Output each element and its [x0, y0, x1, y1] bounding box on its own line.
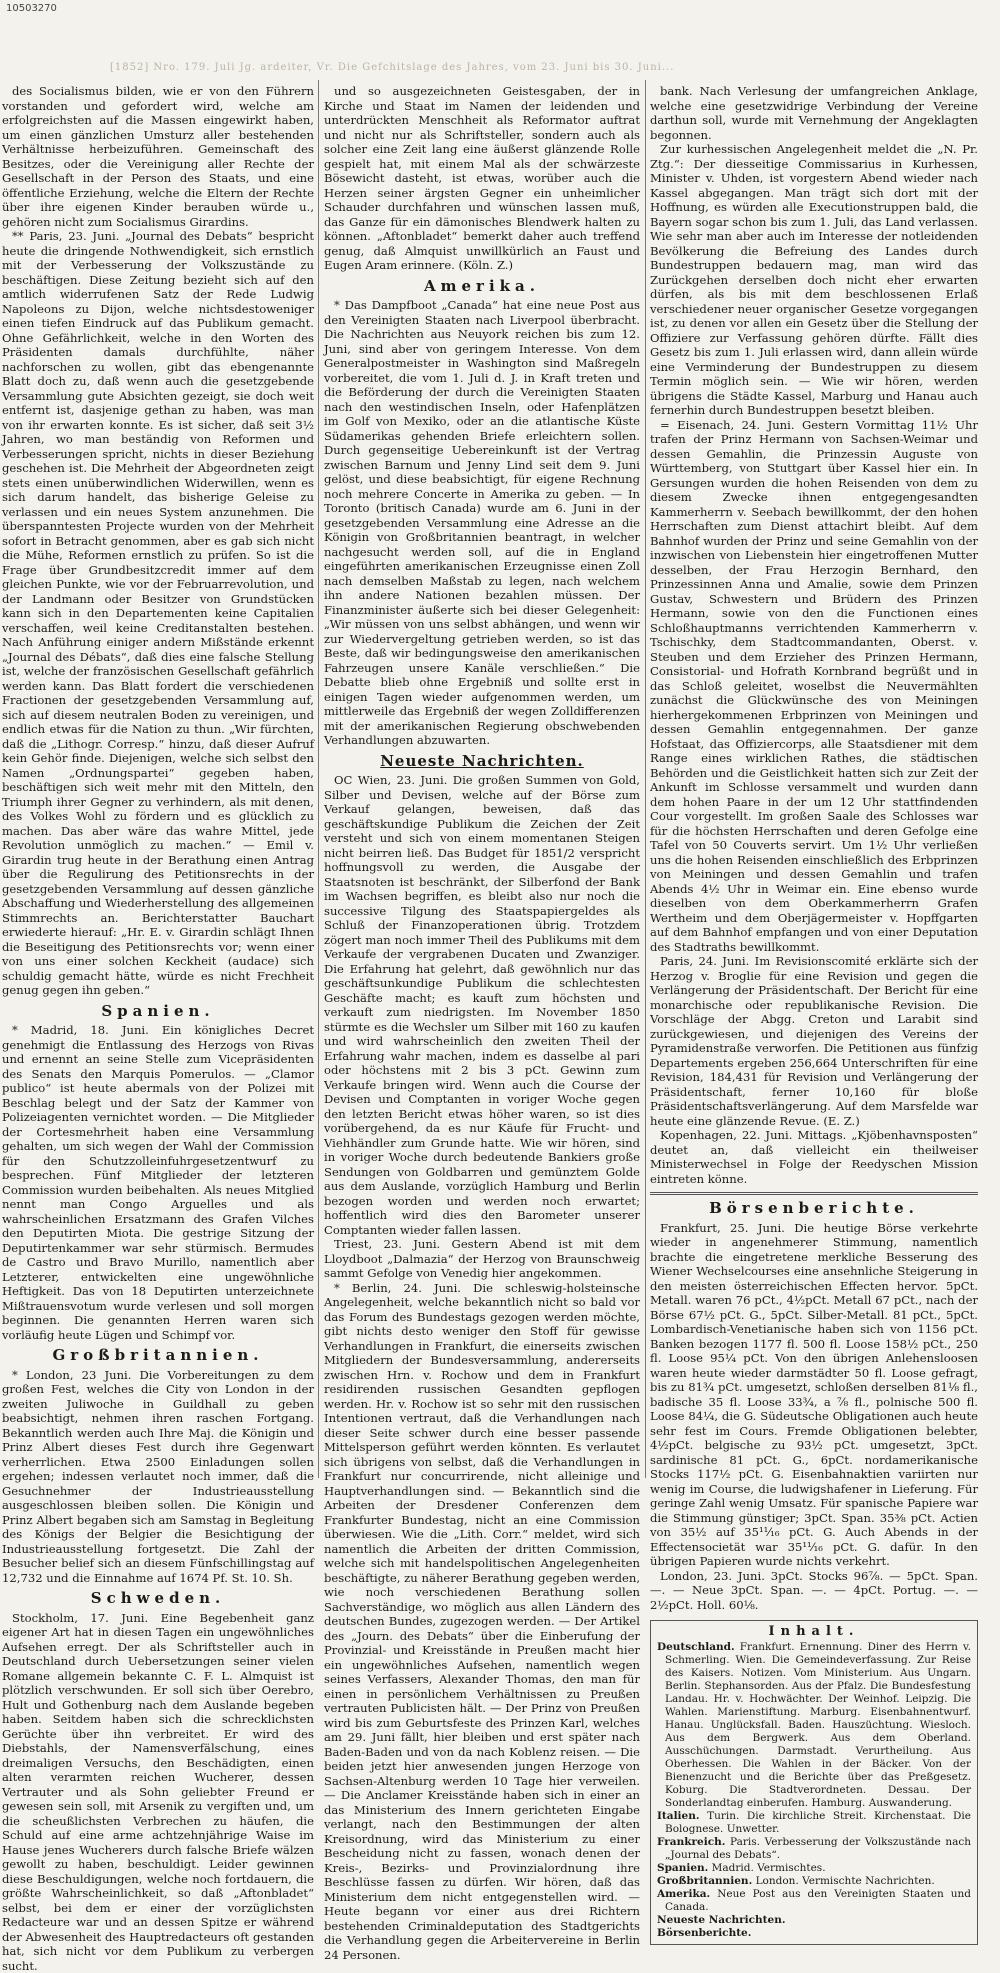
- contents-entry: [657, 1862, 971, 1875]
- column-rule: [645, 80, 646, 1478]
- section-heading: Neueste Nachrichten.: [324, 754, 640, 769]
- section-heading: Schweden.: [2, 1591, 314, 1606]
- article-paragraph: * Madrid, 18. Juni. Ein königliches Decret genehmigt die Entlassung des Herzogs von Rivas und ernennt an seine Stelle zum Vicepräsidenten des Senats den Marquis Pomerulos. — „Clamor publico“ ist heute abermals von der Polizei mit Beschlag belegt und der Satz der Kammer von Polizeiagenten vernichtet worden. — Die Mitglieder der Cortesmehrheit haben eine Versammlung gehalten, um sich wegen der Wahl der Commission für den Schutzzolleinfuhrgesetzentwurf zu besprechen. Fünf Mitglieder der letzteren Commission wurden beibehalten. Als neues Mitglied nennt man Congo Arguelles und als wahrscheinlichen Ersatzmann des Grafen Vilches den Deputirten Miota. Die gestrige Sitzung der Deputirtenkammer war sehr stürmisch. Bermudes de Castro und Bravo Murillo, namentlich aber Letzterer, entwickelten eine ungewöhnliche Heftigkeit. Das von 18 Deputirten unterzeichnete Mißtrauensvotum wurde verlesen und soll morgen beginnen. Die genannten Herren waren sich vorläufig heute Lügen und Schimpf vor.: [2, 1023, 314, 1342]
- contents-entry-label: Italien.: [657, 1810, 700, 1822]
- section-heading: Spanien.: [2, 1004, 314, 1019]
- column-rule: [318, 80, 319, 1478]
- contents-entry: [657, 1888, 971, 1914]
- article-paragraph: Frankfurt, 25. Juni. Die heutige Börse verkehrte wieder in angenehmerer Stimmung, namentlich brachte die eingetretene merkliche Besserung des Wiener Wechselcourses eine ansehnliche Steigerung in den meisten österreichischen Effecten hervor. 5pCt. Metall. waren 76 pCt., 4½pCt. Metall 67 pCt., nach der Börse 67½ pCt. G., 5pCt. Silber-Metall. 81 pCt., 5pCt. Lombardisch-Venetianische haben sich von 1156 pCt. Banken bezogen 1177 fl. 500 fl. Loose 158½ pCt., 250 fl. Loose 95¼ pCt. Von den übrigen Anlehensloosen waren heute wieder darmstädter 50 fl. Loose gefragt, bis zu 81¾ pCt. umgesetzt, schloßen derselben 81⅛ fl., badische 35 fl. Loose 33¾, a ⅞ fl., polnische 500 fl. Loose 84¼, die G. Südeutsche Obligationen auch heute sehr fest im Cours. Fremde Obligationen belebter, 4½pCt. belgische zu 93½ pCt. umgesetzt, 3pCt. sardinische 81 pCt. G., 6pCt. nordamerikanische Stocks 117½ pCt. G. Eisenbahnaktien variirten nur wenig im Course, die ludwigshafener in Lieferung. Für geringe Zahl wenig Umsatz. Für spanische Papiere war die Stimmung günstiger; 3pCt. Span. 35⅜ pCt. Actien von 35½ auf 35¹¹⁄₁₆ pCt. G. Auch Abends in der Effectensocietät war 35¹¹⁄₁₆ pCt. G. dafür. In den übrigen Papieren wurde nichts verkehrt.: [650, 1221, 978, 1569]
- contents-entry: [657, 1875, 971, 1888]
- contents-entry-text: Frankfurt. Ernennung. Diner des Herrn v. Schmerling. Wien. Die Gemeindeverfassung. Zur Reise des Kaisers. Notizen. Vom Ministerium. Aus Ungarn. Berlin. Stephansorden. Aus der Pfalz. Die Bundesfestung Landau. Hr. v. Hochwächter. Der Weinhof. Leipzig. Die Wahlen. Marienstiftung. Marburg. Eisenbahnentwurf. Hanau. Unglücksfall. Baden. Hauszüchtung. Wiesloch. Aus dem Bergwerk. Aus dem Oberland. Ausschüchungen. Darmstadt. Verurtheilung. Aus Oberhessen. Die Wahlen in der Bäcker. Von der Bienenzucht und die Berichte über das Preßgesetz. Koburg. Die Stadtverordneten. Dessau. Der Sonderlandtag einberufen. Hamburg. Auswanderung.: [665, 1641, 971, 1809]
- contents-entry: [657, 1641, 971, 1810]
- contents-entry-text: Neue Post aus den Vereinigten Staaten und Canada.: [665, 1888, 971, 1913]
- column-1: [2, 84, 314, 1474]
- column-3: [650, 84, 978, 1474]
- contents-entry-label: Großbritannien.: [657, 1875, 752, 1887]
- article-paragraph: des Socialismus bilden, wie er von den Führern vorstanden und gefordert wird, welche am erfolgreichsten auf die Massen eingewirkt haben, um einen gänzlichen Umsturz aller bestehenden Verhältnisse herbeizuführen. Gemeinschaft des Besitzes, oder die Vereinigung aller Rechte der Gesellschaft in der Person des Staats, und eine öffentliche Erziehung, welche die Eltern der Rechte über ihre eigenen Kinder berauben würde u., gehören nicht zum Socialismus Girardins.: [2, 84, 314, 229]
- contents-entry: [657, 1914, 971, 1927]
- contents-entry: [657, 1810, 971, 1836]
- contents-entry: [657, 1927, 971, 1940]
- article-paragraph: Zur kurhessischen Angelegenheit meldet die „N. Pr. Ztg.“: Der diesseitige Commissarius in Kurhessen, Minister v. Uhden, ist vorgestern Abend wieder nach Kassel abgegangen. Man trägt sich dort mit der Hoffnung, es würden alle Executionstruppen bald, die Bayern sogar schon bis zum 1. Juli, das Land verlassen. Wie sehr man aber auch im Interesse der notleidenden Bevölkerung die Befreiung des Landes durch Bundestruppen bedauern mag, man wird das Zurückgehen derselben doch nicht eher erwarten dürfen, als bis mit dem beschlossenen Erlaß verschiedener neuer organischer Gesetze vorgegangen ist, zu denen vor allen ein Gesetz über die Stellung der Offiziere zur Verfassung gehören dürfte. Fällt dies Gesetz bis zum 1. Juli erlassen wird, dann allein würde eine Verminderung der Bundestruppen zu diesem Termin möglich sein. — Wie wir hören, werden übrigens die Städte Kassel, Marburg und Hanau auch fernerhin durch Bundestruppen besetzt bleiben.: [650, 142, 978, 418]
- article-paragraph: = Eisenach, 24. Juni. Gestern Vormittag 11½ Uhr trafen der Prinz Hermann von Sachsen-Weimar und dessen Gemahlin, die Prinzessin Auguste von Württemberg, von Stuttgart über Kassel hier ein. In Gersungen wurden die hohen Reisenden von dem zu diesem Zwecke ihnen entgegengesandten Kammerherrn v. Seebach bewillkommt, der den hohen Herrschaften zum Dienst attachirt bleibt. Auf dem Bahnhof wurden der Prinz und seine Gemahlin von der inzwischen von Liebenstein hier eingetroffenen Mutter desselben, der Frau Herzogin Bernhard, den Prinzessinnen Anna und Amalie, sowie dem Prinzen Gustav, Schwestern und Brüdern des Prinzen Hermann, sowie von den die Functionen eines Schloßhauptmanns verrichtenden Kammerherrn v. Tschischky, dem Stadtcommandanten, Oberst. v. Steuben und dem Erzieher des Prinzen Hermann, Consistorial- und Hofrath Kornbrand begrüßt und in das Schloß geleitet, woselbst die Neuvermählten zunächst die Glückwünsche des von Meiningen hierhergekommenen Erbprinzen von Meiningen und dessen Gemahlin entgegennahmen. Der ganze Hofstaat, das Offiziercorps, alle Staatsdiener mit dem Range eines wirklichen Rathes, die städtischen Behörden und die Geistlichkeit hatten sich zur Zeit der Ankunft im Schlosse versammelt und wurden dann dem hohen Paare in der um 12 Uhr stattfindenden Cour vorgestellt. Im großen Saale des Schlosses war für die höchsten Herrschaften und deren Gefolge eine Tafel von 50 Couverts servirt. Um 1½ Uhr verließen uns die hohen Reisenden einschließlich des Erbprinzen von Meiningen und dessen Gemahlin und trafen Abends 4½ Uhr in Weimar ein. Eine ebenso wurde dieselben von dem Oberkammerherrn Grafen Wertheim und dem Oberjägermeister v. Hopffgarten auf dem Bahnhof empfangen und von einer Deputation des Stadtraths bewillkommt.: [650, 418, 978, 955]
- article-paragraph: bank. Nach Verlesung der umfangreichen Anklage, welche eine gesetzwidrige Verbindung der Vereine darthun soll, wurde mit Vernehmung der Angeklagten begonnen.: [650, 84, 978, 142]
- article-paragraph: Paris, 24. Juni. Im Revisionscomité erklärte sich der Herzog v. Broglie für eine Revision und gegen die Verlängerung der Präsidentschaft. Der Bericht für eine monarchische oder republikanische Revision. Die Vorschläge der Abgg. Creton und Larabit sind zurückgewiesen, und diejenigen des Vereins der Pyramidenstraße verworfen. Die Petitionen aus fünfzig Departements ergeben 256,664 Unterschriften für eine Revision, 184,431 für Revision und Verlängerung der Präsidentschaft, ferner 10,160 für bloße Präsidentschaftsverlängerung. Auf dem Marsfelde war heute eine glänzende Revue. (E. Z.): [650, 954, 978, 1128]
- section-heading: Börsenberichte.: [650, 1201, 978, 1216]
- contents-entry-text: London. Vermischte Nachrichten.: [756, 1875, 935, 1887]
- contents-entry-text: Paris. Verbesserung der Volkszustände nach „Journal des Debats“.: [665, 1836, 971, 1861]
- article-paragraph: Kopenhagen, 22. Juni. Mittags. „Kjöbenhavnsposten“ deutet an, daß vielleicht ein theilweiser Ministerwechsel in Folge der Reedyschen Mission eintreten könne.: [650, 1128, 978, 1186]
- contents-entry-text: Turin. Die kirchliche Streit. Kirchenstaat. Die Bolognese. Unwetter.: [665, 1810, 971, 1835]
- column-2: [324, 84, 640, 1474]
- page-id: 10503270: [6, 3, 57, 14]
- contents-entry-label: Spanien.: [657, 1862, 708, 1874]
- article-paragraph: Triest, 23. Juni. Gestern Abend ist mit dem Lloydboot „Dalmazia“ der Herzog von Braunschweig sammt Gefolge von Venedig hier angekommen.: [324, 1237, 640, 1281]
- article-paragraph: * Das Dampfboot „Canada“ hat eine neue Post aus den Vereinigten Staaten nach Liverpool überbracht. Die Nachrichten aus Neuyork reichen bis zum 12. Juni, sind aber von geringem Interesse. Von dem Generalpostmeister in Washington sind Maßregeln vorbereitet, die vom 1. Juli d. J. in Kraft treten und die Beförderung der durch die Vereinigten Staaten nach den westindischen Inseln, oder Hafenplätzen im Golf von Mexiko, oder an die atlantische Küste Südamerikas gehenden Briefe erleichtern sollen. Durch gegenseitige Uebereinkunft ist der Vertrag zwischen Barnum und Jenny Lind seit dem 9. Juni gelöst, und diese beabsichtigt, für eigene Rechnung noch mehrere Concerte in Amerika zu geben. — In Toronto (britisch Canada) wurde am 6. Juni in der gesetzgebenden Versammlung eine Adresse an die Königin von Großbritannien beantragt, in welcher nachgesucht werden soll, auf die in England eingeführten amerikanischen Erzeugnisse einen Zoll nach demselben Maßstab zu legen, nach welchem ihn andere Nationen bezahlen müssen. Der Finanzminister äußerte sich bei dieser Gelegenheit: „Wir müssen von uns selbst abhängen, und wenn wir zur Wiedervergeltung getrieben werden, so ist das Beste, daß wir bedingungsweise den amerikanischen Fahrzeugen unsere Kanäle verschließen.“ Die Debatte blieb ohne Ergebniß und sollte erst in einigen Tagen wieder aufgenommen werden, um mittlerweile das Ergebniß der wegen Zolldifferenzen mit der amerikanischen Regierung obschwebenden Verhandlungen abzuwarten.: [324, 298, 640, 748]
- contents-entry-text: Madrid. Vermischtes.: [712, 1862, 826, 1874]
- article-paragraph: ** Paris, 23. Juni. „Journal des Debats“ bespricht heute die dringende Nothwendigkeit, sich ernstlich mit der Verbesserung der Volkszustände zu beschäftigen. Diese Zeitung bezieht sich auf den amtlich widerrufenen Satz der Rede Ludwig Napoleons zu Dijon, welche nichtsdestoweniger einen tiefen Eindruck auf das Publikum gemacht. Ohne Gefährlichkeit, welche in den Worten des Präsidenten damals durchfühlte, näher nachforschen zu wollen, gibt das ebengenannte Blatt doch zu, daß wenn auch die gesetzgebende Versammlung gute Absichten gezeigt, sie doch weit entfernt ist, dasjenige gethan zu haben, was man von ihr erwarten konnte. Es ist sicher, daß seit 3½ Jahren, wo man beständig von Reformen und Verbesserungen spricht, nichts in dieser Beziehung geschehen ist. Die Mehrheit der Abgeordneten zeigt stets einen unüberwindlichen Widerwillen, wenn es sich darum handelt, das bisherige Geleise zu verlassen und ein neues System anzunehmen. Die überspanntesten Projecte wurden von der Mehrheit sofort in Betracht genommen, aber es gab sich nicht die Mühe, Reformen ernstlich zu prüfen. So ist die Frage über Grundbesitzcredit immer auf dem gleichen Punkte, wie vor der Februarrevolution, und der Landmann oder Besitzer von Grundstücken kann sich in den Departementen keine Capitalien verschaffen, weil keine Creditanstalten bestehen. Nach Anführung einiger andern Mißstände erkennt „Journal des Débats“, daß dies eine falsche Stellung ist, welche der französischen Gesellschaft gefährlich werden kann. Das Blatt fordert die verschiedenen Fractionen der gesetzgebenden Versammlung auf, sich auf diesem neutralen Boden zu vereinigen, und endlich etwas für die Nation zu thun. „Wir fürchten, daß die „Lithogr. Corresp.“ hinzu, daß dieser Aufruf kein Gehör finde. Diejenigen, welche sich selbst den Namen „Ordnungspartei“ gegeben haben, beschäftigen sich weit mehr mit den Mitteln, den Triumph ihrer Gegner zu verhindern, als mit denen, des Volkes Wohl zu fördern und es glücklich zu machen. Das aber wäre das wahre Mittel, jede Revolution unmöglich zu machen.“ — Emil v. Girardin trug heute in der Berathung einen Antrag über die Regulirung des Petitionsrechts in der gesetzgebenden Versammlung auf dessen gänzliche Abschaffung und Wiederherstellung des allgemeinen Stimmrechts an. Berichterstatter Bauchart erwiederte hierauf: „Hr. E. v. Girardin schlägt Ihnen die Beseitigung des Petitionsrechts vor; wenn einer von uns einer solchen Keckheit (audace) sich schuldig gemacht hätte, würde es nicht Frechheit genug gegen ihn geben.“: [2, 229, 314, 998]
- article-paragraph: * London, 23 Juni. Die Vorbereitungen zu dem großen Fest, welches die City von London in der zweiten Juliwoche in Guildhall zu geben beabsichtigt, nehmen ihren raschen Fortgang. Bekanntlich werden auch Ihre Maj. die Königin und Prinz Albert dieses Fest durch ihre Gegenwart verherrlichen. Etwa 2500 Einladungen sollen ergehen; indessen verlautet noch immer, daß die Gesuchnehmer der Industrieausstellung ausgeschlossen bleiben sollen. Die Königin und Prinz Albert begaben sich am Samstag in Begleitung des Königs der Belgier die Besichtigung der Industrieausstellung fortgesetzt. Die Zahl der Besucher belief sich an diesem Fünfschillingstag auf 12,732 und die Einnahme auf 1674 Pf. St. 10. Sh.: [2, 1368, 314, 1586]
- faint-header: [1852] Nro. 179. Juli Jg. ardeiter, Vr. Die Gefchitslage des Jahres, vom 23. Juni bis 30. Juni...: [110, 62, 970, 73]
- article-paragraph: Stockholm, 17. Juni. Eine Begebenheit ganz eigener Art hat in diesen Tagen ein ungewöhnliches Aufsehen erregt. Der als Schriftsteller auch in Deutschland durch Uebersetzungen seiner vielen Romane allgemein bekannte C. F. L. Almquist ist plötzlich verschwunden. Er soll sich über Oerebro, Hult und Gothenburg nach dem Auslande begeben haben. Seitdem haben sich die schrecklichsten Gerüchte über ihn verbreitet. Er wird des Diebstahls, der Namensverfälschung, eines dreimaligen Versuchs, den Beschädigten, einen alten verarmten reichen Wucherer, dessen Vertrauter und als Sohn geliebter Freund er gewesen sein soll, mit Arsenik zu vergiften und, um die scheußlichsten Verbrechen zu häufen, die Schuld auf eine arme achtzehnjährige Waise im Hause jenes Wucherers durch falsche Briefe wälzen gewollt zu haben, beschuldigt. Leider gewinnen diese Beschuldigungen, welche noch fortdauern, die größte Wahrscheinlichkeit, so daß „Aftonbladet“ selbst, bei dem er einer der vorzüglichsten Redacteure war und an dessen Spitze er während der Abwesenheit des Hauptredacteurs oft gestanden hat, sich nicht vor dem Publikum zu verbergen sucht.: [2, 1611, 314, 1973]
- article-paragraph: London, 23. Juni. 3pCt. Stocks 96⅞. — 5pCt. Span. —. — Neue 3pCt. Span. —. — 4pCt. Portug. —. — 2½pCt. Holl. 60⅛.: [650, 1569, 978, 1613]
- section-heading: Großbritannien.: [2, 1348, 314, 1363]
- article-paragraph: OC Wien, 23. Juni. Die großen Summen von Gold, Silber und Devisen, welche auf der Börse zum Verkauf gelangen, beweisen, daß das geschäftskundige Publikum die Zeichen der Zeit versteht und sich von einem momentanen Steigen nicht beirren ließ. Das Budget für 1851/2 verspricht hoffnungsvoll zu werden, die Ausgabe der Staatsnoten ist beschränkt, der Silberfond der Bank im Wachsen begriffen, es bleibt also nur noch die successive Tilgung des Staatspapiergeldes als Schluß der Finanzoperationen übrig. Trotzdem zögert man noch immer Theil des Publikums mit dem Verkaufe der vergrabenen Ducaten und Zwanziger. Die Erfahrung hat gelehrt, daß gewöhnlich nur das geschäftsunkundige Publikum die schlechtesten Geschäfte macht; es kauft zum höchsten und verkauft zum niedrigsten. Im November 1850 stürmte es die Wechsler um Silber mit 160 zu kaufen und wird wahrscheinlich den zweiten Theil der Erfahrung wahr machen, indem es dasselbe al pari oder höchstens mit 2 bis 3 pCt. Gewinn zum Verkaufe bringen wird. Wenn auch die Course der Devisen und Comptanten in voriger Woche gegen den letzten Bericht etwas höher waren, so ist dies vorübergehend, da es nur Käufe für Frucht- und Viehhändler zum Grunde hatte. Wie wir hören, sind in voriger Woche durch bedeutende Bankiers große Sendungen von Goldbarren und gemünztem Golde aus dem Auslande, vorzüglich Hamburg und Berlin bezogen worden und werden noch erwartet; hoffentlich wird dies den Barometer unserer Comptanten wieder fallen lassen.: [324, 773, 640, 1237]
- contents-entry: [657, 1836, 971, 1862]
- section-divider: [650, 1192, 978, 1195]
- contents-entry-label: Amerika.: [657, 1888, 710, 1900]
- contents-title: Inhalt.: [657, 1625, 971, 1638]
- contents-entry-label: Deutschland.: [657, 1641, 735, 1653]
- table-of-contents: [650, 1620, 978, 1945]
- contents-entry-label: Börsenberichte.: [657, 1927, 751, 1939]
- contents-entry-label: Frankreich.: [657, 1836, 725, 1848]
- article-paragraph: und so ausgezeichneten Geistesgaben, der in Kirche und Staat im Namen der leidenden und unterdrückten Menschheit als Reformator auftrat und nicht nur als Schriftsteller, sondern auch als solcher eine Zeit lang eine äußerst glänzende Rolle gespielt hat, mit einem Mal als der schwärzeste Bösewicht dasteht, ist etwas, worüber auch die Herzen seiner ärgsten Gegner ein unheimlicher Schauder durchfahren und wünschen lassen muß, das Ganze für ein dämonisches Blendwerk halten zu können. „Aftonbladet“ bemerkt daher auch treffend genug, daß Almquist unwillkürlich an Faust und Eugen Aram erinnere. (Köln. Z.): [324, 84, 640, 273]
- section-heading: Amerika.: [324, 279, 640, 294]
- article-paragraph: * Berlin, 24. Juni. Die schleswig-holsteinsche Angelegenheit, welche bekanntlich nicht so bald vor das Forum des Bundestags gezogen werden möchte, gibt nichts desto weniger den Stoff für gewisse Verhandlungen in Frankfurt, die einerseits zwischen Mitgliedern der Bundesversammlung, andererseits zwischen Hrn. v. Rochow und dem in Frankfurt residirenden russischen Gesandten gepflogen werden. Hr. v. Rochow ist so sehr mit den russischen Intentionen vertraut, daß die Verhandlungen nach dieser Seite schwer durch eine besser passende Mittelsperson geführt werden könnten. Es verlautet sich übrigens von selbst, daß die Verhandlungen in Frankfurt nur concurrirende, nicht alleinige und Hauptverhandlungen sind. — Bekanntlich sind die Arbeiten der Dresdener Conferenzen dem Frankfurter Bundestag, nicht an eine Commission überwiesen. Wie die „Lith. Corr.“ meldet, wird sich namentlich die Arbeiten der dritten Commission, welche sich mit handelspolitischen Angelegenheiten beschäftigte, zu näherer Berathung gegeben werden, wie noch verschiedenen Berathung sollen Sachverständige, wo möglich aus allen Ländern des deutschen Bundes, zugezogen werden. — Der Artikel des „Journ. des Debats“ über die Einberufung der Provinzial- und Kreisstände in Preußen macht hier ein ungewöhnliches Aufsehen, namentlich wegen seines Verfassers, Alexander Thomas, den man für einen in persönlichem Verhältnissen zu Preußen vertrauten Publicisten hält. — Der Prinz von Preußen wird bis zum Geburtsfeste des Prinzen Karl, welches am 29. Juni fällt, hier bleiben und erst später nach Baden-Baden und von da nach Koblenz reisen. — Die beiden jetzt hier anwesenden jungen Herzoge von Sachsen-Altenburg werden 10 Tage hier verweilen. — Die Anclamer Kreisstände haben sich in einer an das Ministerium des Innern gerichteten Eingabe verlangt, nach den Bestimmungen der alten Kreisordnung, wird das Ministerium zu einer Bescheidung nicht zu fassen, wonach denen der Kreis-, Bezirks- und Provinzialordnung ihre Beschlüsse fassen zu dürfen. Wir hören, daß das Ministerium dem nicht entgegenstellen wird. — Heute begann vor einer aus drei Richtern bestehenden Criminaldeputation des Stadtgerichts die Verhandlung gegen die Arbeitervereine in Berlin 24 Personen.: [324, 1281, 640, 1963]
- contents-entry-label: Neueste Nachrichten.: [657, 1914, 786, 1926]
